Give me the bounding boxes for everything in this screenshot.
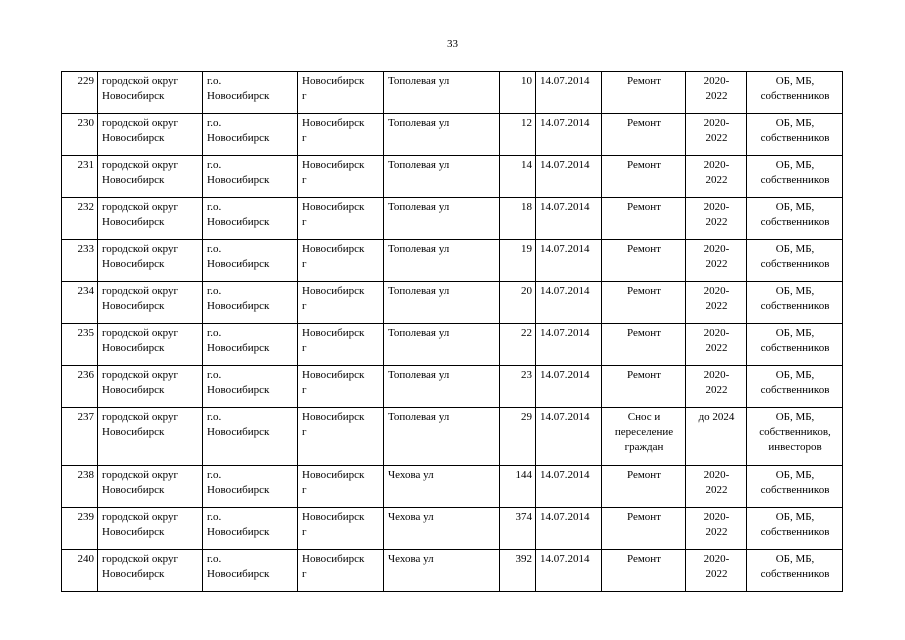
funding-cell [747, 324, 843, 366]
city-line: Новосибирск [302, 327, 365, 339]
settlement-type-cell [203, 466, 298, 508]
action-line: Ремонт [626, 285, 661, 297]
municipality-line: городской округ [102, 75, 179, 87]
row-number-cell: 235 [62, 324, 98, 366]
row-number-cell: 239 [62, 508, 98, 550]
action-line: Ремонт [626, 369, 661, 381]
city-cell [298, 324, 384, 366]
funding-line: собственников [760, 568, 830, 580]
street-cell: Чехова ул [384, 550, 500, 592]
funding-line: ОБ, МБ, [775, 369, 815, 381]
period-cell [686, 72, 747, 114]
table-row [62, 198, 843, 240]
funding-line: собственников [760, 342, 830, 354]
date-cell: 14.07.2014 [536, 366, 602, 408]
settlement-type-line: г.о. [207, 469, 222, 481]
city-line: Новосибирск [302, 469, 365, 481]
municipality-cell [98, 408, 203, 466]
period-line: до 2024 [698, 411, 735, 423]
action-cell [602, 324, 686, 366]
city-line: Новосибирск [302, 411, 365, 423]
municipality-line: городской округ [102, 469, 179, 481]
period-line: 2022 [705, 90, 728, 102]
city-line: Новосибирск [302, 117, 365, 129]
street-cell: Чехова ул [384, 508, 500, 550]
settlement-type-line: Новосибирск [207, 484, 270, 496]
row-number-cell: 231 [62, 156, 98, 198]
municipality-cell [98, 550, 203, 592]
period-line: 2020- [703, 469, 730, 481]
date-cell: 14.07.2014 [536, 114, 602, 156]
funding-cell [747, 114, 843, 156]
city-cell [298, 466, 384, 508]
action-line: Ремонт [626, 201, 661, 213]
city-line: Новосибирск [302, 243, 365, 255]
period-cell [686, 282, 747, 324]
municipality-cell [98, 114, 203, 156]
action-line: Снос и [627, 411, 661, 423]
municipality-cell [98, 324, 203, 366]
period-line: 2020- [703, 327, 730, 339]
table-row [62, 282, 843, 324]
funding-line: ОБ, МБ, [775, 75, 815, 87]
city-line: г [302, 426, 307, 438]
funding-line: ОБ, МБ, [775, 159, 815, 171]
street-cell: Тополевая ул [384, 114, 500, 156]
date-cell: 14.07.2014 [536, 324, 602, 366]
settlement-type-cell [203, 114, 298, 156]
action-line: Ремонт [626, 243, 661, 255]
municipality-line: городской округ [102, 553, 179, 565]
period-line: 2022 [705, 300, 728, 312]
city-line: г [302, 216, 307, 228]
city-line: Новосибирск [302, 369, 365, 381]
city-cell [298, 408, 384, 466]
funding-line: собственников [760, 90, 830, 102]
street-cell: Чехова ул [384, 466, 500, 508]
funding-line: ОБ, МБ, [775, 553, 815, 565]
settlement-type-line: Новосибирск [207, 384, 270, 396]
funding-line: собственников [760, 258, 830, 270]
action-cell [602, 366, 686, 408]
period-line: 2020- [703, 159, 730, 171]
city-cell [298, 282, 384, 324]
period-cell [686, 466, 747, 508]
funding-cell [747, 408, 843, 466]
settlement-type-line: Новосибирск [207, 216, 270, 228]
settlement-type-line: г.о. [207, 159, 222, 171]
city-line: г [302, 174, 307, 186]
municipality-line: Новосибирск [102, 300, 165, 312]
city-line: Новосибирск [302, 553, 365, 565]
settlement-type-line: г.о. [207, 285, 222, 297]
city-cell [298, 240, 384, 282]
action-cell [602, 466, 686, 508]
table-row [62, 508, 843, 550]
house-number-cell: 374 [500, 508, 536, 550]
period-line: 2020- [703, 285, 730, 297]
house-number-cell: 144 [500, 466, 536, 508]
municipality-cell [98, 282, 203, 324]
row-number-cell: 240 [62, 550, 98, 592]
period-line: 2022 [705, 258, 728, 270]
period-cell [686, 324, 747, 366]
table-row [62, 72, 843, 114]
settlement-type-line: Новосибирск [207, 174, 270, 186]
municipality-line: Новосибирск [102, 132, 165, 144]
street-cell: Тополевая ул [384, 324, 500, 366]
settlement-type-line: г.о. [207, 553, 222, 565]
period-cell [686, 240, 747, 282]
period-line: 2022 [705, 384, 728, 396]
table-row [62, 240, 843, 282]
date-cell: 14.07.2014 [536, 240, 602, 282]
house-number-cell: 22 [500, 324, 536, 366]
table-row [62, 366, 843, 408]
city-line: г [302, 526, 307, 538]
period-cell [686, 156, 747, 198]
city-line: г [302, 258, 307, 270]
settlement-type-cell [203, 324, 298, 366]
row-number-cell: 230 [62, 114, 98, 156]
funding-cell [747, 282, 843, 324]
house-number-cell: 392 [500, 550, 536, 592]
settlement-type-line: г.о. [207, 243, 222, 255]
municipality-line: городской округ [102, 117, 179, 129]
period-cell [686, 114, 747, 156]
row-number-cell: 234 [62, 282, 98, 324]
settlement-type-line: Новосибирск [207, 568, 270, 580]
funding-cell [747, 366, 843, 408]
period-line: 2022 [705, 568, 728, 580]
period-line: 2020- [703, 553, 730, 565]
table-body [62, 72, 843, 592]
action-cell [602, 240, 686, 282]
settlement-type-line: Новосибирск [207, 526, 270, 538]
city-line: г [302, 568, 307, 580]
municipality-line: городской округ [102, 411, 179, 423]
city-cell [298, 198, 384, 240]
funding-line: ОБ, МБ, [775, 327, 815, 339]
table-row [62, 466, 843, 508]
settlement-type-cell [203, 72, 298, 114]
municipality-line: городской округ [102, 369, 179, 381]
date-cell: 14.07.2014 [536, 282, 602, 324]
settlement-type-cell [203, 366, 298, 408]
city-line: г [302, 90, 307, 102]
table-row [62, 550, 843, 592]
municipality-cell [98, 156, 203, 198]
municipality-cell [98, 466, 203, 508]
action-line: Ремонт [626, 159, 661, 171]
city-line: Новосибирск [302, 285, 365, 297]
funding-cell [747, 240, 843, 282]
city-cell [298, 156, 384, 198]
funding-line: собственников [760, 132, 830, 144]
row-number-cell: 238 [62, 466, 98, 508]
funding-line: ОБ, МБ, [775, 511, 815, 523]
settlement-type-line: Новосибирск [207, 90, 270, 102]
municipality-line: Новосибирск [102, 384, 165, 396]
funding-line: собственников, [759, 426, 831, 438]
municipality-line: Новосибирск [102, 258, 165, 270]
funding-cell [747, 550, 843, 592]
settlement-type-line: Новосибирск [207, 426, 270, 438]
municipality-cell [98, 240, 203, 282]
house-number-cell: 19 [500, 240, 536, 282]
city-cell [298, 508, 384, 550]
action-cell [602, 72, 686, 114]
period-cell [686, 408, 747, 466]
settlement-type-cell [203, 198, 298, 240]
action-line: Ремонт [626, 511, 661, 523]
funding-line: собственников [760, 526, 830, 538]
settlement-type-line: г.о. [207, 369, 222, 381]
street-cell: Тополевая ул [384, 282, 500, 324]
city-line: г [302, 484, 307, 496]
house-number-cell: 20 [500, 282, 536, 324]
page-number: 33 [447, 38, 458, 50]
municipality-line: Новосибирск [102, 568, 165, 580]
action-line: Ремонт [626, 75, 661, 87]
municipality-line: Новосибирск [102, 526, 165, 538]
municipality-line: городской округ [102, 511, 179, 523]
street-cell: Тополевая ул [384, 240, 500, 282]
action-cell [602, 156, 686, 198]
municipality-cell [98, 508, 203, 550]
table-row [62, 156, 843, 198]
period-line: 2020- [703, 117, 730, 129]
municipality-line: городской округ [102, 243, 179, 255]
city-line: г [302, 342, 307, 354]
city-cell [298, 114, 384, 156]
street-cell: Тополевая ул [384, 198, 500, 240]
action-cell [602, 408, 686, 466]
row-number-cell: 233 [62, 240, 98, 282]
settlement-type-line: Новосибирск [207, 300, 270, 312]
funding-line: ОБ, МБ, [775, 469, 815, 481]
housing-registry-table [61, 71, 843, 592]
street-cell: Тополевая ул [384, 408, 500, 466]
street-cell: Тополевая ул [384, 156, 500, 198]
funding-line: собственников [760, 216, 830, 228]
settlement-type-line: г.о. [207, 511, 222, 523]
funding-line: собственников [760, 384, 830, 396]
funding-line: ОБ, МБ, [775, 411, 815, 423]
settlement-type-line: г.о. [207, 327, 222, 339]
municipality-line: Новосибирск [102, 484, 165, 496]
funding-line: собственников [760, 174, 830, 186]
table-row [62, 408, 843, 466]
funding-cell [747, 72, 843, 114]
settlement-type-cell [203, 240, 298, 282]
municipality-line: городской округ [102, 201, 179, 213]
period-line: 2020- [703, 75, 730, 87]
period-cell [686, 508, 747, 550]
settlement-type-line: г.о. [207, 201, 222, 213]
settlement-type-cell [203, 508, 298, 550]
date-cell: 14.07.2014 [536, 156, 602, 198]
period-line: 2022 [705, 342, 728, 354]
row-number-cell: 236 [62, 366, 98, 408]
settlement-type-cell [203, 550, 298, 592]
row-number-cell: 232 [62, 198, 98, 240]
action-line: Ремонт [626, 327, 661, 339]
city-line: г [302, 300, 307, 312]
date-cell: 14.07.2014 [536, 466, 602, 508]
funding-line: собственников [760, 300, 830, 312]
action-cell [602, 282, 686, 324]
period-cell [686, 550, 747, 592]
action-cell [602, 508, 686, 550]
city-cell [298, 550, 384, 592]
row-number-cell: 237 [62, 408, 98, 466]
row-number-cell: 229 [62, 72, 98, 114]
funding-cell [747, 156, 843, 198]
period-line: 2020- [703, 369, 730, 381]
house-number-cell: 12 [500, 114, 536, 156]
date-cell: 14.07.2014 [536, 508, 602, 550]
city-line: г [302, 132, 307, 144]
action-line: Ремонт [626, 117, 661, 129]
municipality-cell [98, 198, 203, 240]
period-cell [686, 366, 747, 408]
date-cell: 14.07.2014 [536, 408, 602, 466]
municipality-line: Новосибирск [102, 342, 165, 354]
period-line: 2022 [705, 174, 728, 186]
municipality-line: Новосибирск [102, 216, 165, 228]
period-line: 2020- [703, 511, 730, 523]
funding-line: инвесторов [768, 441, 822, 453]
funding-cell [747, 466, 843, 508]
municipality-line: Новосибирск [102, 174, 165, 186]
action-line: граждан [624, 441, 664, 453]
house-number-cell: 18 [500, 198, 536, 240]
funding-line: ОБ, МБ, [775, 201, 815, 213]
city-line: Новосибирск [302, 201, 365, 213]
settlement-type-cell [203, 156, 298, 198]
house-number-cell: 14 [500, 156, 536, 198]
action-cell [602, 114, 686, 156]
municipality-line: городской округ [102, 285, 179, 297]
city-line: г [302, 384, 307, 396]
funding-cell [747, 198, 843, 240]
settlement-type-line: г.о. [207, 75, 222, 87]
settlement-type-line: г.о. [207, 117, 222, 129]
street-cell: Тополевая ул [384, 72, 500, 114]
city-line: Новосибирск [302, 159, 365, 171]
date-cell: 14.07.2014 [536, 198, 602, 240]
period-line: 2022 [705, 132, 728, 144]
funding-line: ОБ, МБ, [775, 243, 815, 255]
settlement-type-line: Новосибирск [207, 258, 270, 270]
period-line: 2022 [705, 216, 728, 228]
settlement-type-line: Новосибирск [207, 342, 270, 354]
settlement-type-cell [203, 408, 298, 466]
municipality-line: Новосибирск [102, 426, 165, 438]
action-cell [602, 198, 686, 240]
settlement-type-line: Новосибирск [207, 132, 270, 144]
city-line: Новосибирск [302, 75, 365, 87]
period-line: 2022 [705, 526, 728, 538]
municipality-line: Новосибирск [102, 90, 165, 102]
action-line: Ремонт [626, 469, 661, 481]
period-line: 2020- [703, 201, 730, 213]
municipality-line: городской округ [102, 159, 179, 171]
period-line: 2020- [703, 243, 730, 255]
settlement-type-cell [203, 282, 298, 324]
house-number-cell: 10 [500, 72, 536, 114]
municipality-cell [98, 366, 203, 408]
city-line: Новосибирск [302, 511, 365, 523]
action-line: Ремонт [626, 553, 661, 565]
action-cell [602, 550, 686, 592]
table-row [62, 114, 843, 156]
municipality-cell [98, 72, 203, 114]
date-cell: 14.07.2014 [536, 550, 602, 592]
municipality-line: городской округ [102, 327, 179, 339]
date-cell: 14.07.2014 [536, 72, 602, 114]
period-cell [686, 198, 747, 240]
settlement-type-line: г.о. [207, 411, 222, 423]
city-cell [298, 366, 384, 408]
house-number-cell: 29 [500, 408, 536, 466]
action-line: переселение [614, 426, 674, 438]
street-cell: Тополевая ул [384, 366, 500, 408]
funding-line: ОБ, МБ, [775, 285, 815, 297]
funding-cell [747, 508, 843, 550]
house-number-cell: 23 [500, 366, 536, 408]
funding-line: ОБ, МБ, [775, 117, 815, 129]
period-line: 2022 [705, 484, 728, 496]
table-row [62, 324, 843, 366]
funding-line: собственников [760, 484, 830, 496]
city-cell [298, 72, 384, 114]
